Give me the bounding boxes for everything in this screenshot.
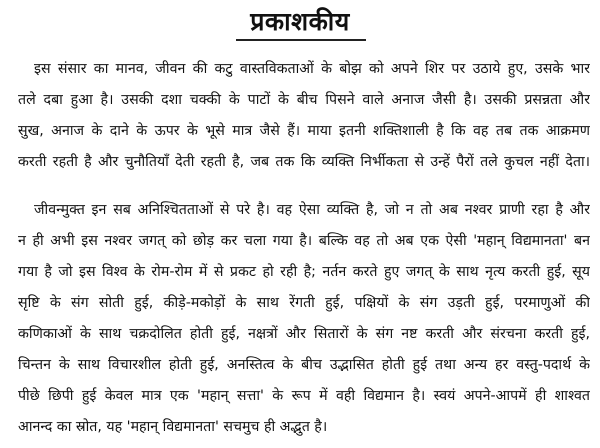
text-line: पीछे छिपी हुई केवल मात्र एक 'महान् सत्ता' के रूप में वही विद्यमान है। स्वयं अपने-आपमें ही शाश्वत [18, 388, 590, 404]
text-line: सुख, अनाज के दाने के ऊपर के भूसे मात्र जैसे हैं। माया इतनी शक्तिशाली है कि वह तब तक आक्रमण [18, 123, 590, 139]
text-line: जीवन्मुक्त इन सब अनिश्चितताओं से परे है। वह ऐसा व्यक्ति है, जो न तो अब नश्वर प्राणी रहा है और [34, 202, 590, 218]
paragraph-2 [18, 195, 590, 443]
text-line: करती रहती है और चुनौतियाँ देती रहती है, जब तक कि व्यक्ति निर्भीकता से उन्हें पैरों तले कुचल नहीं देता। [18, 154, 590, 170]
text-line: आनन्द का स्रोत, यह 'महान् विद्यमानता' सचमुच ही अद्भुत है। [18, 419, 328, 435]
text-line: गया है जो इस विश्व के रोम-रोम में से प्रकट हो रही है; नर्तन करते हुए जगत् के साथ नृत्य करती हुई, सूय [18, 264, 590, 280]
text-line: चिन्तन के साथ विचारशील होती हुई, अनस्तित्व के बीच उद्भासित होती हुई तथा अन्य हर वस्तु-पदार्थ के [18, 357, 590, 373]
text-line: न ही अभी इस नश्वर जगत् को छोड़ कर चला गया है। बल्कि वह तो अब एक ऐसी 'महान् विद्यमानता' बन [18, 233, 590, 249]
text-line: इस संसार का मानव, जीवन की कटु वास्तविकताओं के बोझ को अपने शिर पर उठाये हुए, उसके भार [34, 61, 590, 77]
text-line: कणिकाओं के साथ चक्रदोलित होती हुई, नक्षत्रों और सितारों के संग नष्ट करती और संरचना करती हुई, [18, 326, 590, 342]
title-underline [236, 39, 366, 41]
page-title: प्रकाशकीय [250, 7, 350, 36]
paragraph-1 [18, 54, 590, 178]
text-line: सृष्टि के संग सोती हुई, कीड़े-मकोड़ों के साथ रेंगती हुई, पक्षियों के संग उड़ती हुई, परमाणुओं की [18, 295, 590, 311]
text-line: तले दबा हुआ है। उसकी दशा चक्की के पाटों के बीच पिसने वाले अनाज जैसी है। उसकी प्रसन्नता और [18, 92, 590, 108]
